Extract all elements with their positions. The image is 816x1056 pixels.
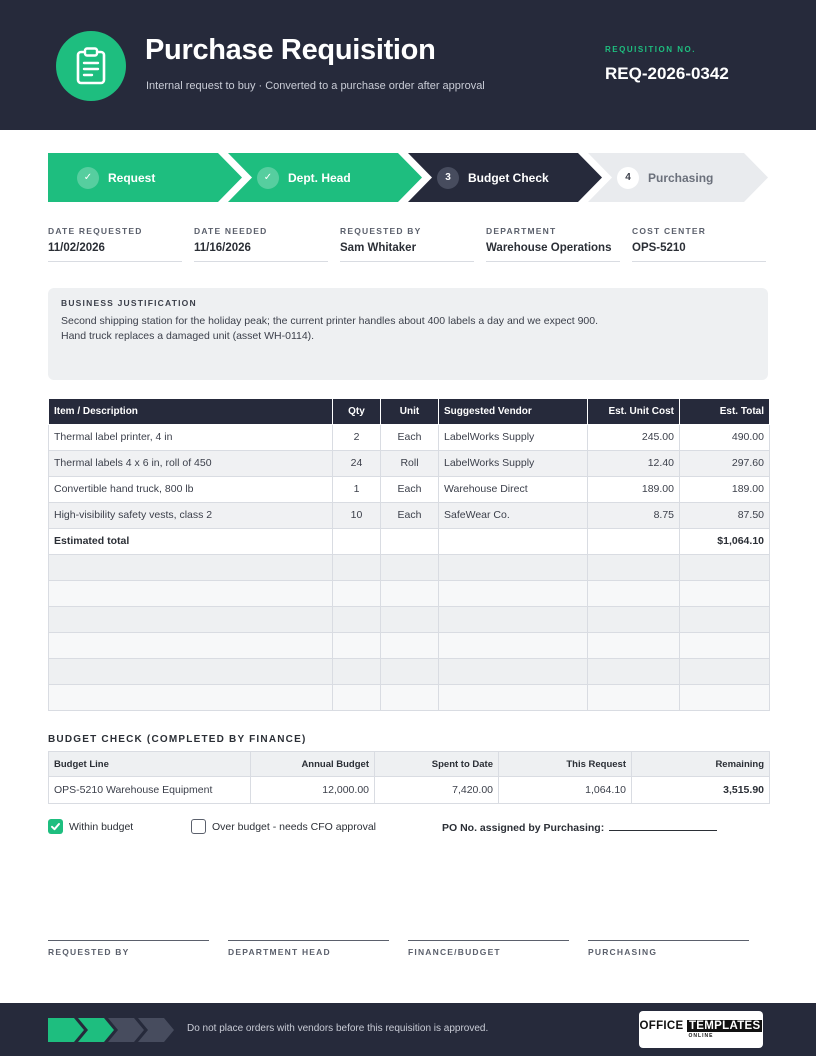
annual-budget: 12,000.00 bbox=[251, 777, 375, 804]
total-row bbox=[49, 528, 770, 554]
empty-cell bbox=[49, 632, 333, 658]
column-header: Item / Description bbox=[49, 399, 333, 424]
within-budget-option[interactable] bbox=[48, 819, 133, 834]
step-request bbox=[77, 153, 155, 202]
table-header-row bbox=[49, 399, 770, 424]
empty-cell bbox=[381, 606, 439, 632]
item-description: High-visibility safety vests, class 2 bbox=[49, 502, 333, 528]
empty-cell bbox=[680, 658, 770, 684]
brand-word: OFFICE bbox=[639, 1020, 684, 1032]
empty-cell bbox=[333, 580, 381, 606]
step-label-purchasing: Purchasing bbox=[648, 170, 714, 185]
blank-row bbox=[49, 658, 770, 684]
empty-cell bbox=[49, 554, 333, 580]
remaining: 3,515.90 bbox=[632, 777, 770, 804]
item-total: 189.00 bbox=[680, 476, 770, 502]
empty-cell bbox=[439, 606, 588, 632]
po-number-field bbox=[442, 821, 717, 834]
item-description: Convertible hand truck, 800 lb bbox=[49, 476, 333, 502]
empty-cell bbox=[588, 554, 680, 580]
chevron-arrows-icon bbox=[48, 1018, 178, 1042]
empty-cell bbox=[381, 684, 439, 710]
justification-text: Hand truck replaces a damaged unit (asset WH-0114). bbox=[61, 330, 315, 342]
step-dept-head bbox=[257, 153, 351, 202]
signature-finance-budget: FINANCE/BUDGET bbox=[408, 940, 569, 957]
empty-cell bbox=[588, 528, 680, 554]
requisition-number-label: REQUISITION NO. bbox=[605, 45, 696, 54]
check-icon bbox=[50, 821, 61, 832]
empty-cell bbox=[588, 580, 680, 606]
field-value: Sam Whitaker bbox=[340, 242, 417, 254]
field-label: REQUESTED BY bbox=[340, 226, 422, 236]
blank-row bbox=[49, 632, 770, 658]
empty-cell bbox=[588, 658, 680, 684]
column-header: Annual Budget bbox=[251, 752, 375, 777]
po-number-label: PO No. assigned by Purchasing: bbox=[442, 822, 605, 834]
item-qty: 10 bbox=[333, 502, 381, 528]
empty-cell bbox=[381, 580, 439, 606]
item-unit: Each bbox=[381, 424, 439, 450]
step-label-request: Request bbox=[108, 170, 156, 185]
item-unit-cost: 245.00 bbox=[588, 424, 680, 450]
blank-row bbox=[49, 606, 770, 632]
item-total: 87.50 bbox=[680, 502, 770, 528]
budget-line: OPS-5210 Warehouse Equipment bbox=[49, 777, 251, 804]
item-vendor: LabelWorks Supply bbox=[439, 424, 588, 450]
spent-to-date: 7,420.00 bbox=[375, 777, 499, 804]
signature-purchasing: PURCHASING bbox=[588, 940, 749, 957]
item-vendor: LabelWorks Supply bbox=[439, 450, 588, 476]
empty-cell bbox=[49, 658, 333, 684]
step-number-badge: 4 bbox=[617, 167, 639, 189]
logo-badge bbox=[56, 31, 126, 101]
column-header: Est. Total bbox=[680, 399, 770, 424]
check-icon: ✓ bbox=[257, 167, 279, 189]
empty-cell bbox=[680, 580, 770, 606]
justification-title: BUSINESS JUSTIFICATION bbox=[61, 298, 197, 308]
page-footer bbox=[0, 1003, 816, 1056]
field-label: DATE NEEDED bbox=[194, 226, 268, 236]
empty-cell bbox=[381, 632, 439, 658]
empty-cell bbox=[680, 684, 770, 710]
item-qty: 24 bbox=[333, 450, 381, 476]
item-unit: Roll bbox=[381, 450, 439, 476]
item-description: Thermal labels 4 x 6 in, roll of 450 bbox=[49, 450, 333, 476]
column-header: Spent to Date bbox=[375, 752, 499, 777]
checkbox-checked[interactable] bbox=[48, 819, 63, 834]
empty-cell bbox=[439, 554, 588, 580]
column-header: Qty bbox=[333, 399, 381, 424]
checkbox-label: Over budget - needs CFO approval bbox=[212, 820, 377, 833]
signature-department-head: DEPARTMENT HEAD bbox=[228, 940, 389, 957]
item-vendor: Warehouse Direct bbox=[439, 476, 588, 502]
empty-cell bbox=[381, 528, 439, 554]
empty-cell bbox=[680, 606, 770, 632]
footer-note: Do not place orders with vendors before this requisition is approved. bbox=[187, 1023, 489, 1034]
item-qty: 1 bbox=[333, 476, 381, 502]
step-number-badge: 3 bbox=[437, 167, 459, 189]
empty-cell bbox=[588, 632, 680, 658]
total-label: Estimated total bbox=[49, 528, 333, 554]
field-department bbox=[486, 226, 620, 262]
approval-steps bbox=[48, 153, 768, 202]
field-cost-center bbox=[632, 226, 766, 262]
brand-logo bbox=[639, 1011, 763, 1048]
brand-subtitle: ONLINE bbox=[688, 1033, 714, 1039]
empty-cell bbox=[439, 580, 588, 606]
blank-row bbox=[49, 580, 770, 606]
step-purchasing bbox=[617, 153, 713, 202]
empty-cell bbox=[381, 658, 439, 684]
field-label: COST CENTER bbox=[632, 226, 707, 236]
page-subtitle: Internal request to buy · Converted to a purchase order after approval bbox=[146, 80, 485, 92]
checkbox-unchecked[interactable] bbox=[191, 819, 206, 834]
column-header: Remaining bbox=[632, 752, 770, 777]
page-title: Purchase Requisition bbox=[145, 34, 436, 66]
checkbox-label: Within budget bbox=[69, 820, 134, 833]
empty-cell bbox=[333, 632, 381, 658]
over-budget-option[interactable] bbox=[191, 819, 376, 834]
blank-row bbox=[49, 554, 770, 580]
empty-cell bbox=[381, 554, 439, 580]
empty-cell bbox=[680, 632, 770, 658]
signature-requested-by: REQUESTED BY bbox=[48, 940, 209, 957]
field-date-needed bbox=[194, 226, 328, 262]
empty-cell bbox=[588, 684, 680, 710]
empty-cell bbox=[333, 606, 381, 632]
justification-text: Second shipping station for the holiday peak; the current printer handles about 400 labels a day and we expect 900. bbox=[61, 315, 599, 327]
table-row bbox=[49, 424, 770, 450]
step-budget-check bbox=[437, 153, 549, 202]
item-unit-cost: 189.00 bbox=[588, 476, 680, 502]
business-justification bbox=[48, 288, 768, 380]
check-icon: ✓ bbox=[77, 167, 99, 189]
field-requested-by bbox=[340, 226, 474, 262]
column-header: Unit bbox=[381, 399, 439, 424]
field-label: DATE REQUESTED bbox=[48, 226, 143, 236]
this-request: 1,064.10 bbox=[499, 777, 632, 804]
item-unit: Each bbox=[381, 502, 439, 528]
empty-cell bbox=[333, 528, 381, 554]
total-value: $1,064.10 bbox=[680, 528, 770, 554]
item-unit: Each bbox=[381, 476, 439, 502]
table-header-row bbox=[49, 752, 770, 777]
column-header: Suggested Vendor bbox=[439, 399, 588, 424]
empty-cell bbox=[439, 658, 588, 684]
empty-cell bbox=[439, 684, 588, 710]
empty-cell bbox=[588, 606, 680, 632]
table-row bbox=[49, 777, 770, 804]
po-number-blank[interactable] bbox=[609, 821, 717, 831]
empty-cell bbox=[680, 554, 770, 580]
item-total: 297.60 bbox=[680, 450, 770, 476]
item-unit-cost: 12.40 bbox=[588, 450, 680, 476]
empty-cell bbox=[439, 528, 588, 554]
items-table bbox=[48, 399, 770, 711]
requisition-number: REQ-2026-0342 bbox=[605, 64, 729, 83]
clipboard-icon bbox=[76, 47, 106, 85]
field-date-requested bbox=[48, 226, 182, 262]
item-total: 490.00 bbox=[680, 424, 770, 450]
column-header: Est. Unit Cost bbox=[588, 399, 680, 424]
table-row bbox=[49, 502, 770, 528]
column-header: Budget Line bbox=[49, 752, 251, 777]
empty-cell bbox=[333, 554, 381, 580]
empty-cell bbox=[49, 580, 333, 606]
empty-cell bbox=[49, 684, 333, 710]
field-value: 11/16/2026 bbox=[194, 242, 251, 254]
empty-cell bbox=[49, 606, 333, 632]
brand-name bbox=[640, 1020, 763, 1032]
blank-row bbox=[49, 684, 770, 710]
item-unit-cost: 8.75 bbox=[588, 502, 680, 528]
field-value: 11/02/2026 bbox=[48, 242, 105, 254]
empty-cell bbox=[333, 684, 381, 710]
field-label: DEPARTMENT bbox=[486, 226, 557, 236]
field-value: Warehouse Operations bbox=[486, 242, 612, 254]
budget-check-title: BUDGET CHECK (COMPLETED BY FINANCE) bbox=[48, 734, 307, 745]
item-vendor: SafeWear Co. bbox=[439, 502, 588, 528]
step-label-dept-head: Dept. Head bbox=[288, 170, 351, 185]
empty-cell bbox=[439, 632, 588, 658]
page-header bbox=[0, 0, 816, 130]
column-header: This Request bbox=[499, 752, 632, 777]
step-label-budget-check: Budget Check bbox=[468, 170, 549, 185]
empty-cell bbox=[333, 658, 381, 684]
table-row bbox=[49, 450, 770, 476]
item-qty: 2 bbox=[333, 424, 381, 450]
item-description: Thermal label printer, 4 in bbox=[49, 424, 333, 450]
field-value: OPS-5210 bbox=[632, 242, 686, 254]
brand-word-inverted: TEMPLATES bbox=[688, 1020, 761, 1032]
table-row bbox=[49, 476, 770, 502]
budget-table bbox=[48, 751, 770, 804]
